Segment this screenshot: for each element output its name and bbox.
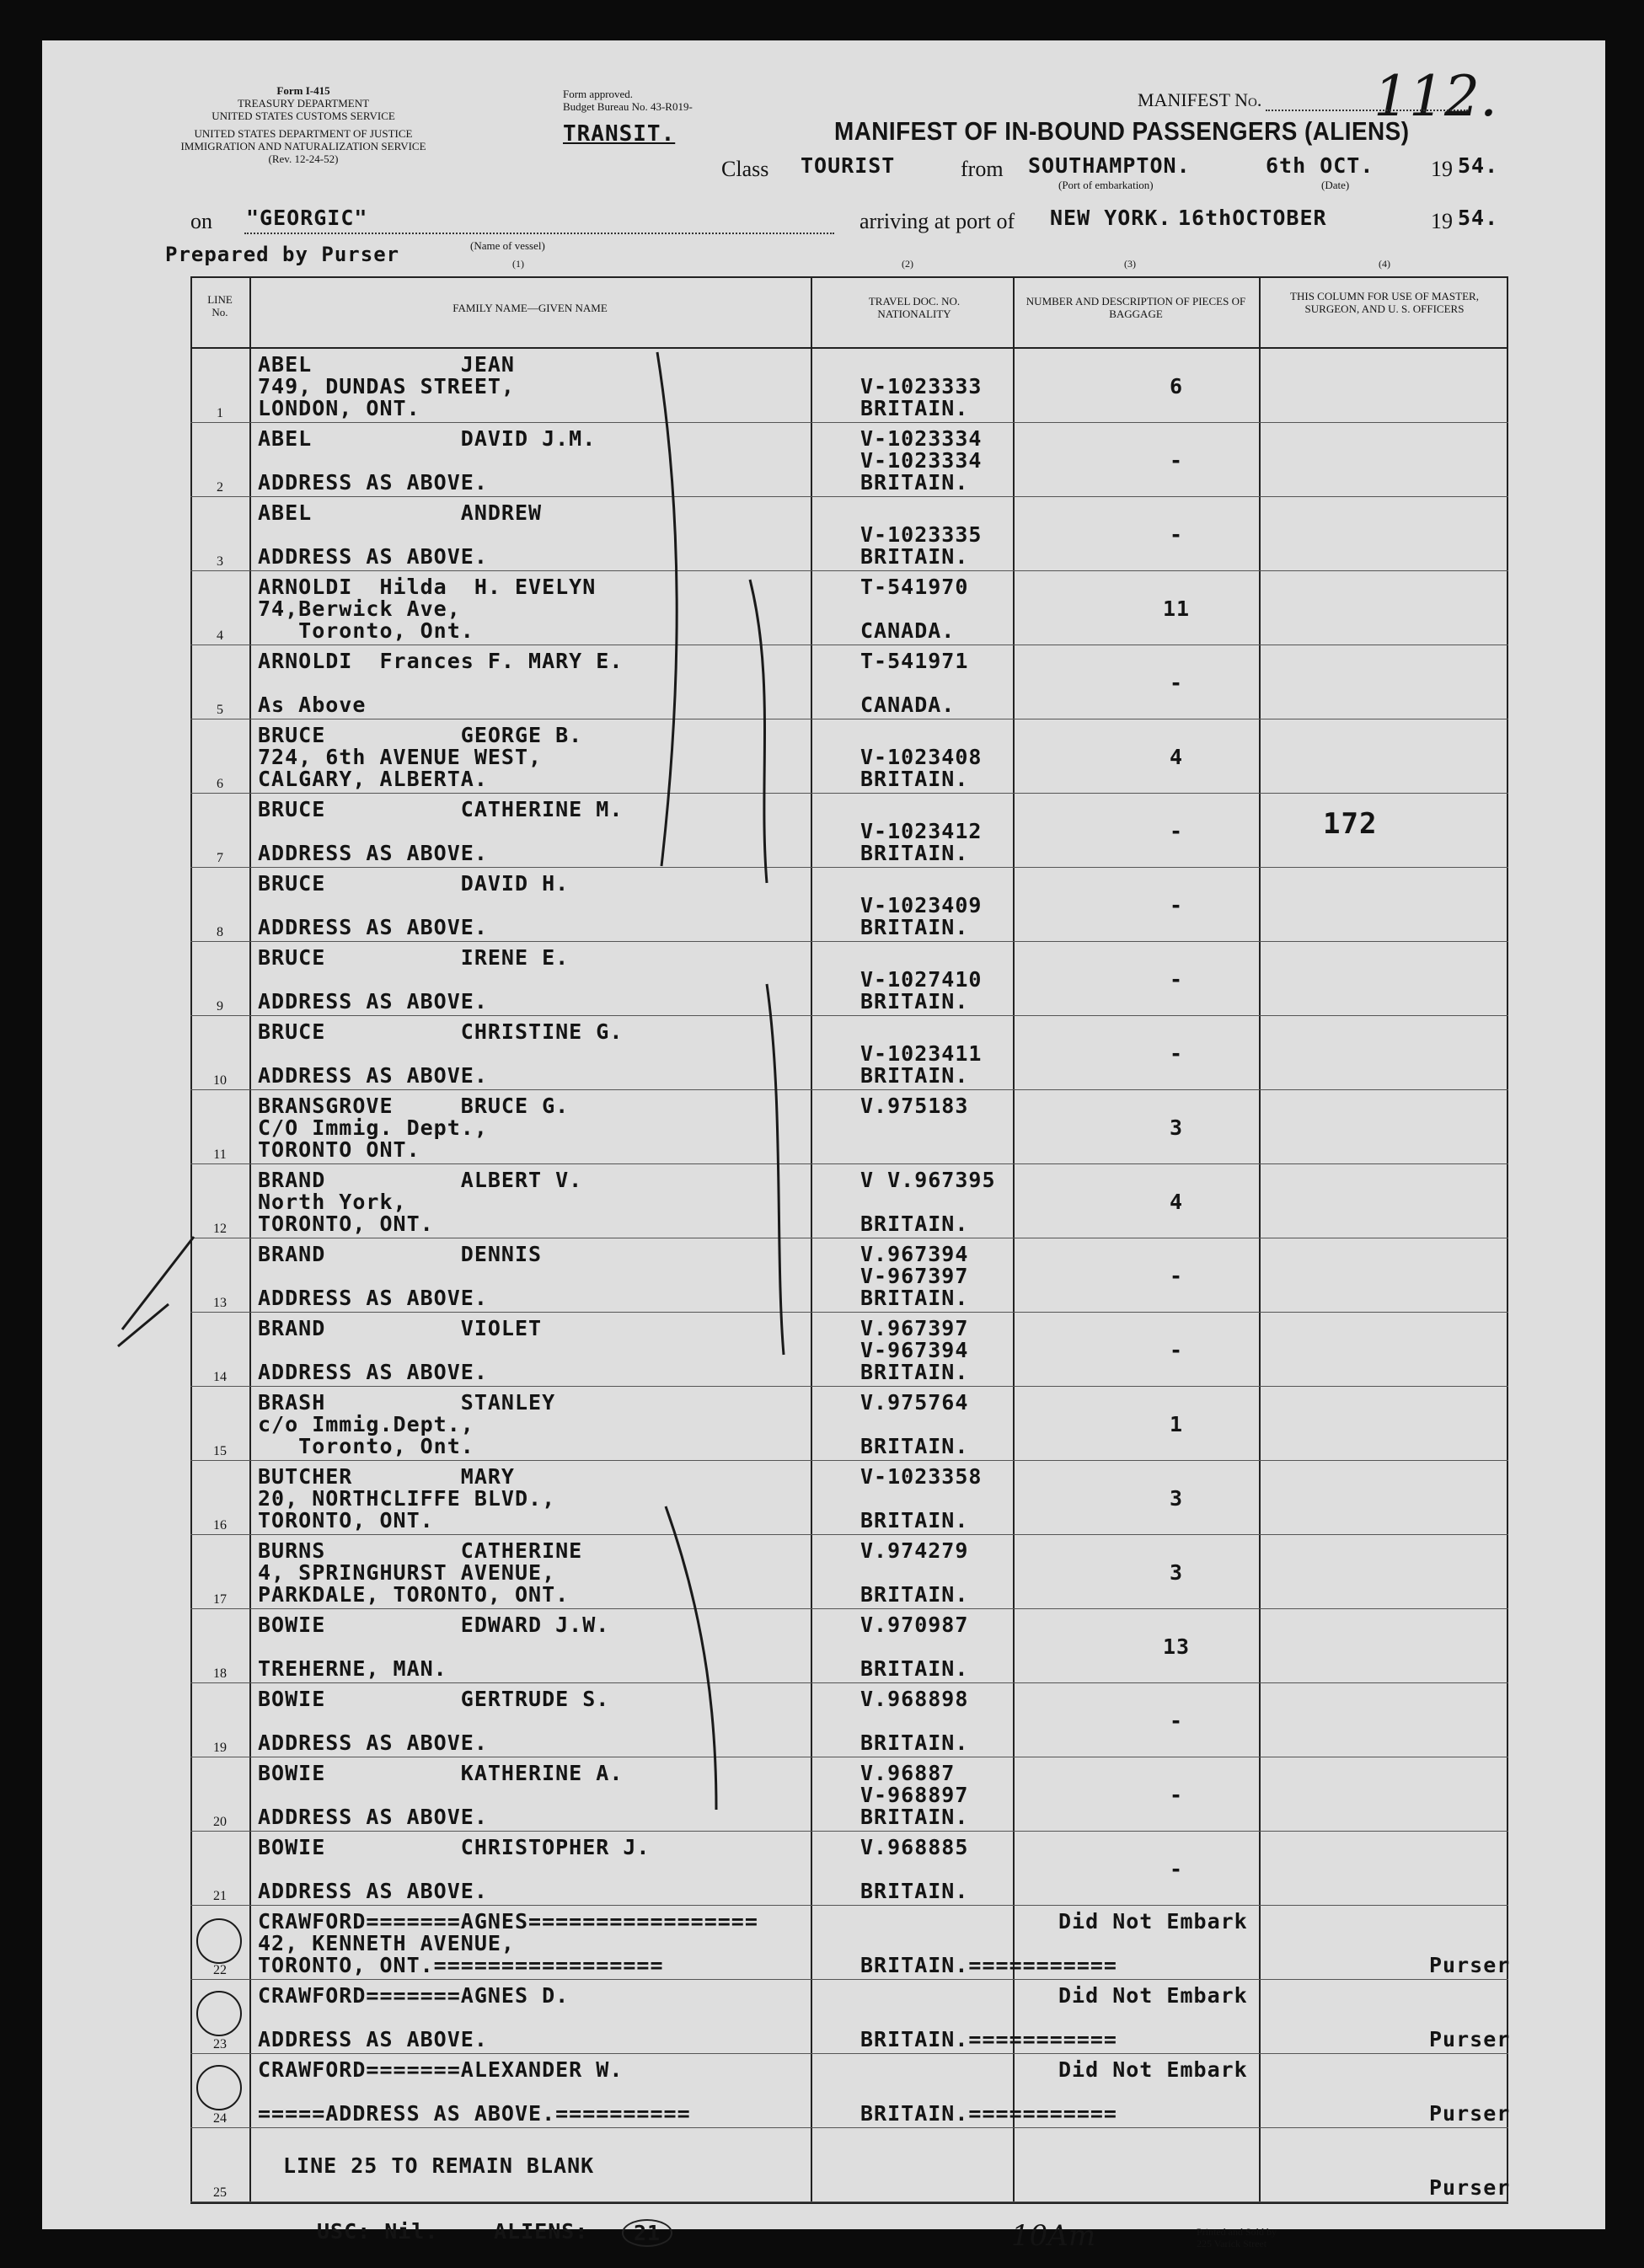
embark-date: 6th OCT. bbox=[1266, 153, 1374, 178]
header-name: FAMILY NAME—GIVEN NAME bbox=[453, 302, 608, 314]
printer-address: 225 Varick Street bbox=[1197, 2238, 1267, 2249]
header-baggage: NUMBER AND DESCRIPTION OF PIECES OF BAGGAGE bbox=[1025, 295, 1246, 320]
address-line: North York, bbox=[258, 1190, 407, 1214]
revision: (Rev. 12-24-52) bbox=[268, 152, 339, 165]
passenger-name: BOWIE GERTRUDE S. bbox=[258, 1687, 610, 1711]
line-number: 25 bbox=[213, 2185, 227, 2200]
address-line: ADDRESS AS ABOVE. bbox=[258, 1805, 488, 1829]
baggage-count: 4 bbox=[1169, 1190, 1184, 1214]
form-number: Form I-415 bbox=[276, 84, 330, 97]
address-line: TORONTO, ONT.================= bbox=[258, 1953, 664, 1977]
nationality: BRITAIN. bbox=[860, 1434, 969, 1458]
address-line: 42, KENNETH AVENUE, bbox=[258, 1931, 515, 1955]
officer-note: 172 bbox=[1323, 807, 1378, 841]
passenger-name: BRAND VIOLET bbox=[258, 1316, 543, 1340]
passenger-name: BUTCHER MARY bbox=[258, 1464, 515, 1489]
address-line: 724, 6th AVENUE WEST, bbox=[258, 745, 543, 769]
customs-service: UNITED STATES CUSTOMS SERVICE bbox=[212, 110, 395, 122]
line-number: 24 bbox=[213, 2111, 227, 2126]
manifest-page bbox=[42, 40, 1605, 2253]
travel-doc-number: T-541970 bbox=[860, 575, 969, 599]
nationality: BRITAIN. bbox=[860, 1212, 969, 1236]
nationality: BRITAIN.=========== bbox=[860, 2027, 1117, 2051]
year1-prefix: 19 bbox=[1431, 157, 1453, 181]
passenger-name: BRANSGROVE BRUCE G. bbox=[258, 1094, 570, 1118]
column-number-3: (3) bbox=[1124, 258, 1136, 270]
baggage-count: - bbox=[1169, 671, 1184, 695]
travel-doc-number: V-1023334 bbox=[860, 448, 983, 473]
nationality: BRITAIN. bbox=[860, 1286, 969, 1310]
address-line: Toronto, Ont. bbox=[258, 618, 474, 643]
header-travel-doc: TRAVEL DOC. NO. NATIONALITY bbox=[868, 295, 961, 320]
line-number: 22 bbox=[213, 1963, 227, 1977]
baggage-count: 6 bbox=[1169, 374, 1184, 399]
nationality: BRITAIN.=========== bbox=[860, 2101, 1117, 2126]
justice-dept: UNITED STATES DEPARTMENT OF JUSTICE bbox=[194, 127, 413, 140]
baggage-count: 4 bbox=[1169, 745, 1184, 769]
treasury-dept: TREASURY DEPARTMENT bbox=[237, 97, 370, 110]
line-number: 15 bbox=[213, 1444, 227, 1458]
address-line: ADDRESS AS ABOVE. bbox=[258, 1360, 488, 1384]
address-line: PARKDALE, TORONTO, ONT. bbox=[258, 1582, 570, 1607]
travel-doc-number: V.974279 bbox=[860, 1538, 969, 1563]
travel-doc-number: V-1023358 bbox=[860, 1464, 983, 1489]
aliens-label: ALIENS: bbox=[494, 2219, 589, 2244]
class-label: Class bbox=[721, 157, 769, 181]
pen-stroke bbox=[657, 352, 677, 866]
line-number: 13 bbox=[213, 1296, 227, 1310]
travel-doc-number: V.970987 bbox=[860, 1613, 969, 1637]
line-number-circle bbox=[197, 1992, 241, 2035]
address-line: Toronto, Ont. bbox=[258, 1434, 474, 1458]
baggage-count: 1 bbox=[1169, 1412, 1184, 1436]
line-number: 3 bbox=[217, 554, 223, 569]
passenger-name: BURNS CATHERINE bbox=[258, 1538, 583, 1563]
address-line: 20, NORTHCLIFFE BLVD., bbox=[258, 1486, 556, 1511]
baggage-count: 11 bbox=[1162, 596, 1191, 621]
vessel-caption: (Name of vessel) bbox=[470, 239, 545, 252]
line-number: 16 bbox=[213, 1518, 227, 1533]
line-number: 9 bbox=[217, 999, 223, 1014]
passenger-name: BOWIE CHRISTOPHER J. bbox=[258, 1835, 651, 1859]
line-number: 21 bbox=[213, 1889, 227, 1903]
baggage-count: 13 bbox=[1162, 1634, 1191, 1659]
baggage-count: - bbox=[1169, 893, 1184, 917]
purser-signature-label: Purser bbox=[1429, 2175, 1511, 2200]
class-value: TOURIST bbox=[801, 153, 896, 178]
address-line: As Above bbox=[258, 693, 367, 717]
ins-service: IMMIGRATION AND NATURALIZATION SERVICE bbox=[180, 140, 426, 152]
travel-doc-number: T-541971 bbox=[860, 649, 969, 673]
from-label: from bbox=[961, 157, 1004, 181]
purser-signature-label: Purser bbox=[1429, 2101, 1511, 2126]
nationality: BRITAIN. bbox=[860, 1656, 969, 1681]
address-line: ADDRESS AS ABOVE. bbox=[258, 1730, 488, 1755]
on-label: on bbox=[190, 209, 212, 233]
nationality: BRITAIN. bbox=[860, 1582, 969, 1607]
passenger-name: BRUCE DAVID H. bbox=[258, 871, 570, 896]
form-approved: Form approved. bbox=[563, 88, 634, 100]
passenger-name: BOWIE EDWARD J.W. bbox=[258, 1613, 610, 1637]
baggage-count: - bbox=[1169, 1338, 1184, 1362]
passenger-name: BOWIE KATHERINE A. bbox=[258, 1761, 624, 1785]
baggage-count: - bbox=[1169, 448, 1184, 473]
line-number: 14 bbox=[213, 1370, 227, 1384]
year2-prefix: 19 bbox=[1431, 209, 1453, 233]
baggage-count: - bbox=[1169, 967, 1184, 992]
travel-doc-number: V-1023409 bbox=[860, 893, 983, 917]
nationality: BRITAIN. bbox=[860, 1805, 969, 1829]
baggage-count: 3 bbox=[1169, 1486, 1184, 1511]
nationality: CANADA. bbox=[860, 693, 956, 717]
embark-year: 54. bbox=[1458, 153, 1499, 178]
passenger-name: BRUCE CATHERINE M. bbox=[258, 797, 624, 821]
arriving-label: arriving at port of bbox=[859, 209, 1015, 233]
line-number: 19 bbox=[213, 1741, 227, 1755]
manifest-number: 112. bbox=[1374, 64, 1497, 129]
address-line: ADDRESS AS ABOVE. bbox=[258, 915, 488, 939]
address-line: ADDRESS AS ABOVE. bbox=[258, 989, 488, 1014]
address-line: 74,Berwick Ave, bbox=[258, 596, 461, 621]
address-line: ADDRESS AS ABOVE. bbox=[258, 1879, 488, 1903]
nationality: BRITAIN. bbox=[860, 841, 969, 865]
date-caption: (Date) bbox=[1321, 179, 1350, 191]
did-not-embark-note: Did Not Embark bbox=[1058, 1983, 1248, 2008]
address-line: TORONTO, ONT. bbox=[258, 1508, 434, 1533]
baggage-count: - bbox=[1169, 1041, 1184, 1066]
baggage-count: 3 bbox=[1169, 1115, 1184, 1140]
passenger-name: CRAWFORD=======AGNES D. bbox=[258, 1983, 570, 2008]
aliens-count: 21 bbox=[622, 2219, 672, 2247]
line-number: 17 bbox=[213, 1592, 227, 1607]
header-officers: THIS COLUMN FOR USE OF MASTER, SURGEON, AND U. S. OFFICERS bbox=[1290, 290, 1479, 315]
line-number: 18 bbox=[213, 1666, 227, 1681]
header-line-no: LINE No. bbox=[207, 293, 233, 318]
manifest-no-label: MANIFEST No. bbox=[1138, 89, 1262, 110]
address-line: ADDRESS AS ABOVE. bbox=[258, 2027, 488, 2051]
address-line: TORONTO, ONT. bbox=[258, 1212, 434, 1236]
purser-signature-label: Purser bbox=[1429, 1953, 1511, 1977]
nationality: BRITAIN. bbox=[860, 1508, 969, 1533]
passenger-name: ABEL JEAN bbox=[258, 352, 515, 377]
baggage-count: - bbox=[1169, 1264, 1184, 1288]
passenger-name: ABEL ANDREW bbox=[258, 500, 543, 525]
nationality: BRITAIN. bbox=[860, 470, 969, 495]
passenger-name: CRAWFORD=======ALEXANDER W. bbox=[258, 2057, 624, 2082]
column-number-4: (4) bbox=[1379, 258, 1390, 270]
embark-port-caption: (Port of embarkation) bbox=[1058, 179, 1154, 191]
pen-stroke bbox=[750, 580, 767, 883]
travel-doc-number: V.975764 bbox=[860, 1390, 969, 1415]
manifest-title: MANIFEST OF IN-BOUND PASSENGERS (ALIENS) bbox=[834, 116, 1410, 146]
travel-doc-number: V.975183 bbox=[860, 1094, 969, 1118]
arrival-year: 54. bbox=[1458, 206, 1499, 230]
purser-signature-label: Purser bbox=[1429, 2027, 1511, 2051]
pen-stroke bbox=[767, 984, 784, 1355]
passenger-name: BRUCE IRENE E. bbox=[258, 945, 570, 970]
line-number-circle bbox=[197, 1919, 241, 1963]
baggage-count: - bbox=[1169, 1857, 1184, 1881]
nationality: CANADA. bbox=[860, 618, 956, 643]
travel-doc-number: V.968885 bbox=[860, 1835, 969, 1859]
baggage-count: - bbox=[1169, 522, 1184, 547]
arrival-time: 10Am bbox=[1011, 2219, 1096, 2253]
arrival-date: 16thOCTOBER bbox=[1178, 206, 1327, 230]
line-number-circle bbox=[197, 2066, 241, 2110]
pen-stroke bbox=[666, 1506, 716, 1810]
usc-count: USC: Nil. bbox=[317, 2219, 439, 2244]
travel-doc-number: V V.967395 bbox=[860, 1168, 996, 1192]
address-line: ADDRESS AS ABOVE. bbox=[258, 470, 488, 495]
pen-stroke bbox=[122, 1237, 194, 1329]
passenger-name: CRAWFORD=======AGNES================= bbox=[258, 1909, 758, 1934]
arrival-port: NEW YORK. bbox=[1050, 206, 1172, 230]
address-line: ADDRESS AS ABOVE. bbox=[258, 841, 488, 865]
line-number: 4 bbox=[217, 629, 223, 643]
passenger-name: BRASH STANLEY bbox=[258, 1390, 556, 1415]
did-not-embark-note: Did Not Embark bbox=[1058, 2057, 1248, 2082]
nationality: BRITAIN.=========== bbox=[860, 1953, 1117, 1977]
address-line: CALGARY, ALBERTA. bbox=[258, 767, 488, 791]
prepared-by: Prepared by Purser bbox=[165, 243, 400, 266]
line-number: 1 bbox=[217, 406, 223, 420]
line-number: 12 bbox=[213, 1222, 227, 1236]
travel-doc-number: V.967394 bbox=[860, 1242, 969, 1266]
travel-doc-number: V-1023411 bbox=[860, 1041, 983, 1066]
column-number-2: (2) bbox=[902, 258, 913, 270]
passenger-name: BRUCE GEORGE B. bbox=[258, 723, 583, 747]
address-line: TREHERNE, MAN. bbox=[258, 1656, 447, 1681]
travel-doc-number: V-1027410 bbox=[860, 967, 983, 992]
passenger-name: ARNOLDI Hilda H. EVELYN bbox=[258, 575, 597, 599]
travel-doc-number: V-968897 bbox=[860, 1783, 969, 1807]
travel-doc-number: V-967397 bbox=[860, 1264, 969, 1288]
address-line: TORONTO ONT. bbox=[258, 1137, 420, 1162]
transit-label: TRANSIT. bbox=[563, 121, 676, 147]
address-line: LINE 25 TO REMAIN BLANK bbox=[283, 2153, 595, 2178]
baggage-count: 3 bbox=[1169, 1560, 1184, 1585]
nationality: BRITAIN. bbox=[860, 1879, 969, 1903]
nationality: BRITAIN. bbox=[860, 544, 969, 569]
baggage-count: - bbox=[1169, 1709, 1184, 1733]
line-number: 8 bbox=[217, 925, 223, 939]
embark-port: SOUTHAMPTON. bbox=[1028, 153, 1191, 178]
travel-doc-number: V-1023335 bbox=[860, 522, 983, 547]
line-number: 6 bbox=[217, 777, 223, 791]
passenger-name: BRAND DENNIS bbox=[258, 1242, 543, 1266]
nationality: BRITAIN. bbox=[860, 1360, 969, 1384]
travel-doc-number: V.968898 bbox=[860, 1687, 969, 1711]
handwriting-overlay bbox=[42, 40, 1605, 2229]
nationality: BRITAIN. bbox=[860, 915, 969, 939]
address-line: ADDRESS AS ABOVE. bbox=[258, 1286, 488, 1310]
address-line: ADDRESS AS ABOVE. bbox=[258, 1063, 488, 1088]
line-number: 23 bbox=[213, 2037, 227, 2051]
line-number: 11 bbox=[213, 1147, 227, 1162]
line-number: 7 bbox=[217, 851, 223, 865]
travel-doc-number: V.96887 bbox=[860, 1761, 956, 1785]
line-number: 10 bbox=[213, 1073, 227, 1088]
passenger-name: ARNOLDI Frances F. MARY E. bbox=[258, 649, 624, 673]
address-line: LONDON, ONT. bbox=[258, 396, 420, 420]
line-number: 5 bbox=[217, 703, 223, 717]
address-line: c/o Immig.Dept., bbox=[258, 1412, 474, 1436]
budget-bureau: Budget Bureau No. 43-R019- bbox=[563, 100, 693, 113]
nationality: BRITAIN. bbox=[860, 1730, 969, 1755]
travel-doc-number: V-967394 bbox=[860, 1338, 969, 1362]
travel-doc-number: V-1023333 bbox=[860, 374, 983, 399]
line-number: 20 bbox=[213, 1815, 227, 1829]
baggage-count: - bbox=[1169, 1783, 1184, 1807]
nationality: BRITAIN. bbox=[860, 1063, 969, 1088]
nationality: BRITAIN. bbox=[860, 989, 969, 1014]
address-line: 4, SPRINGHURST AVENUE, bbox=[258, 1560, 556, 1585]
column-number-1: (1) bbox=[512, 258, 524, 270]
address-line: 749, DUNDAS STREET, bbox=[258, 374, 515, 399]
passenger-name: ABEL DAVID J.M. bbox=[258, 426, 597, 451]
address-line: C/O Immig. Dept., bbox=[258, 1115, 488, 1140]
nationality: BRITAIN. bbox=[860, 396, 969, 420]
passenger-name: BRUCE CHRISTINE G. bbox=[258, 1019, 624, 1044]
printer-name: Printed and Sold by bbox=[1197, 2226, 1277, 2238]
travel-doc-number: V-1023334 bbox=[860, 426, 983, 451]
address-line: ADDRESS AS ABOVE. bbox=[258, 544, 488, 569]
passenger-name: BRAND ALBERT V. bbox=[258, 1168, 583, 1192]
travel-doc-number: V-1023408 bbox=[860, 745, 983, 769]
address-line: =====ADDRESS AS ABOVE.========== bbox=[258, 2101, 691, 2126]
travel-doc-number: V-1023412 bbox=[860, 819, 983, 843]
nationality: BRITAIN. bbox=[860, 767, 969, 791]
baggage-count: - bbox=[1169, 819, 1184, 843]
line-number: 2 bbox=[217, 480, 223, 495]
vessel-name: "GEORGIC" bbox=[246, 206, 368, 230]
travel-doc-number: V.967397 bbox=[860, 1316, 969, 1340]
did-not-embark-note: Did Not Embark bbox=[1058, 1909, 1248, 1934]
